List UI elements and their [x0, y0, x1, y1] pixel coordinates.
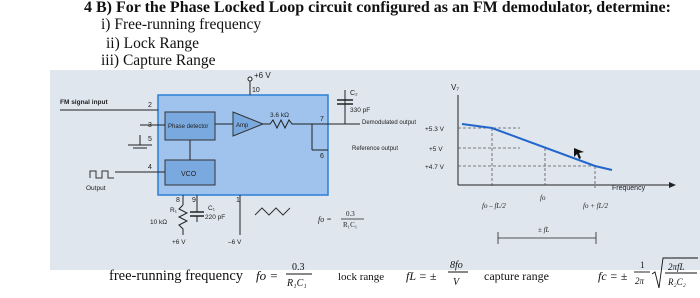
y-tick-50: +5 V [429, 146, 443, 153]
graph-y-label: V₇ [451, 83, 460, 92]
x-tick-high: fo + fL/2 [583, 202, 608, 210]
amp-label: Amp [236, 123, 249, 129]
free-running-label: free-running frequency [109, 268, 244, 284]
question-item-1: i) Free-running frequency [101, 16, 262, 33]
lock-range-num: 8fo [450, 260, 463, 271]
supply-top-label: +6 V [254, 71, 271, 80]
reference-output-label: Reference output [352, 146, 399, 152]
pin-label-7: 7 [320, 116, 324, 123]
lock-range-den: V [453, 277, 460, 288]
span-label: ± fL [538, 226, 550, 234]
output-label: Output [86, 185, 106, 192]
r1-value: 10 kΩ [150, 219, 168, 226]
capture-range-lhs: fc = ± [598, 269, 628, 283]
fm-signal-input-label: FM signal input [60, 99, 108, 106]
capture-root-num: 2πfL [668, 262, 685, 272]
x-tick-center: fo [540, 194, 546, 202]
capture-root-den: R₂C₂ [668, 277, 686, 287]
c1-value: 220 pF [205, 214, 226, 221]
pin-label-8: 8 [176, 197, 180, 204]
supply-pos-label: +6 V [172, 239, 186, 246]
supply-neg-label: –6 V [228, 239, 242, 246]
circuit-fo-num: 0.3 [346, 210, 355, 218]
capture-range-label: capture range [484, 269, 549, 283]
free-running-num: 0.3 [292, 262, 305, 273]
vco-label: VCO [181, 171, 197, 178]
pin-label-3: 3 [148, 122, 152, 129]
capture-frac-den: 2π [635, 276, 645, 286]
c2-label: C₂ [350, 90, 358, 97]
y-tick-53: +5.3 V [425, 126, 444, 133]
pin-label-9: 9 [192, 197, 196, 204]
circuit-fo-den: R₁C₁ [343, 221, 358, 229]
free-running-den: R₁C₁ [287, 278, 307, 289]
c2-value: 330 pF [350, 107, 371, 114]
lock-range-lhs: fL = ± [406, 269, 437, 283]
pin-label-6: 6 [320, 153, 324, 160]
x-tick-low: fo – fL/2 [482, 202, 506, 210]
pll-figure [0, 67, 700, 298]
capture-frac-num: 1 [640, 260, 645, 270]
internal-resistor-label: 3.6 kΩ [270, 112, 289, 119]
question-item-2: ii) Lock Range [106, 35, 199, 52]
free-running-lhs: fo = [256, 268, 279, 283]
demodulated-output-label: Demodulated output [362, 120, 417, 126]
question-item-3: iii) Capture Range [101, 52, 216, 69]
question-title: 4 B) For the Phase Locked Loop circuit configured as an FM demodulator, determine: [84, 0, 671, 16]
pin-label-2: 2 [148, 102, 152, 109]
phase-detector-label: Phase detector [168, 124, 209, 130]
pin-label-1: 1 [236, 197, 240, 204]
pin-label-5: 5 [148, 136, 152, 143]
pin-label-4: 4 [148, 164, 152, 171]
r1-label: R₁ [170, 207, 177, 214]
lock-range-label: lock range [338, 271, 385, 283]
pin-label-10: 10 [252, 87, 260, 94]
circuit-fo-lhs: fo = [318, 215, 332, 224]
c1-label: C₁ [208, 205, 215, 212]
y-tick-47: +4.7 V [425, 164, 444, 171]
graph-x-label: Frequency [612, 185, 646, 192]
